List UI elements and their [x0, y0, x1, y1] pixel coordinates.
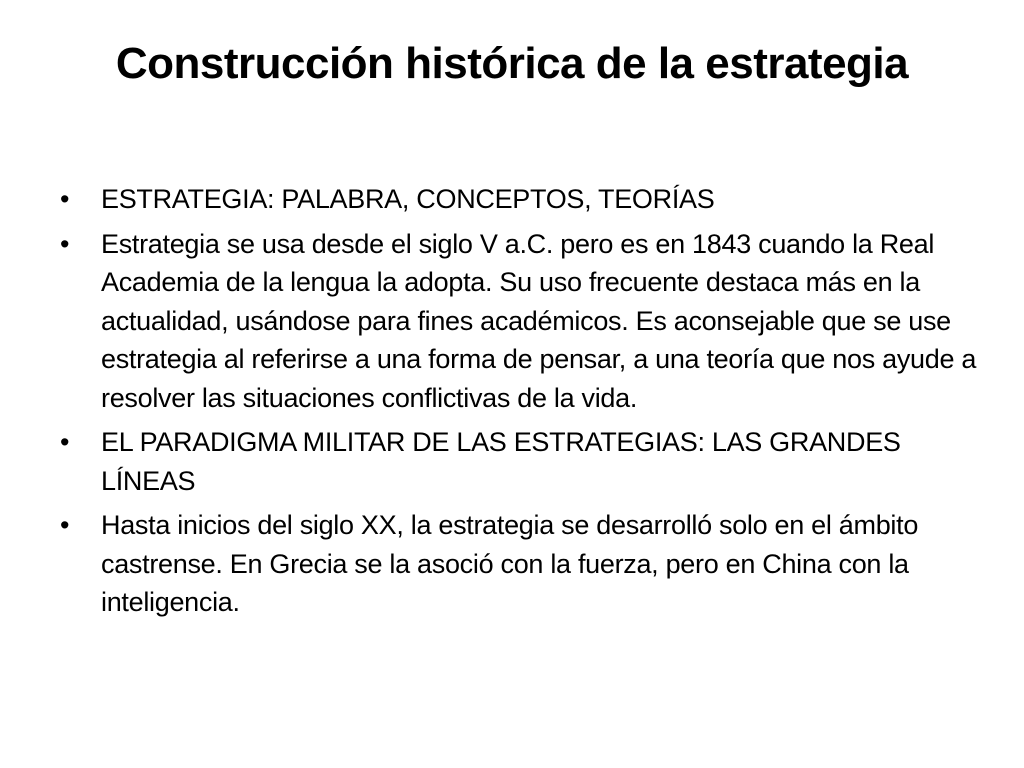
- bullet-icon: •: [60, 427, 70, 457]
- bullet-icon: •: [60, 510, 70, 540]
- bullet-text: Hasta inicios del siglo XX, la estrategia se desarrolló solo en el ámbito castrense. En Grecia se la asoció con la fuerza, pero en China con la inteligencia.: [101, 510, 919, 617]
- bullet-text: EL PARADIGMA MILITAR DE LAS ESTRATEGIAS: LAS GRANDES LÍNEAS: [101, 427, 901, 496]
- bullet-item: [58, 225, 978, 418]
- bullet-item: [58, 180, 978, 219]
- bullet-list: [58, 180, 978, 628]
- bullet-item: [58, 506, 978, 622]
- bullet-text: Estrategia se usa desde el siglo V a.C. pero es en 1843 cuando la Real Academia de la lengua la adopta. Su uso frecuente destaca más en la actualidad, usándose para fines académicos. Es aconsejable que se use estrategia al referirse a una forma de pensar, a una teoría que nos ayude a resolver las situaciones conflictivas de la vida.: [101, 228, 977, 413]
- bullet-icon: •: [60, 228, 70, 259]
- bullet-icon: •: [60, 184, 70, 214]
- slide-title: Construcción histórica de la estrategia: [115, 39, 909, 88]
- bullet-text: ESTRATEGIA: PALABRA, CONCEPTOS, TEORÍAS: [101, 184, 715, 214]
- bullet-item: [58, 423, 978, 500]
